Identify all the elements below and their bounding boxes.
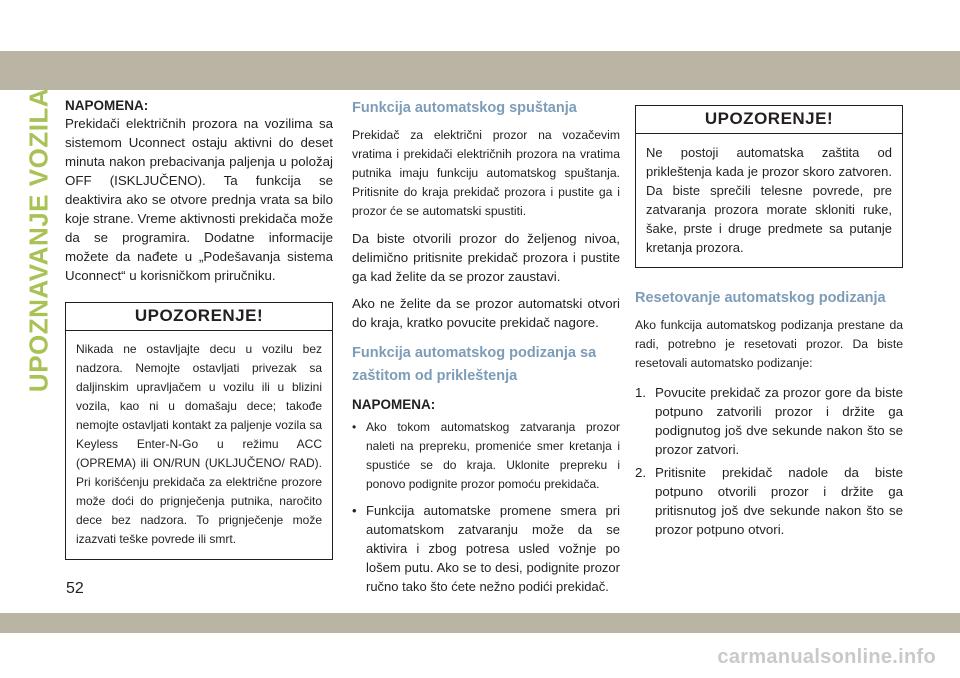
bullet-dot: • xyxy=(352,503,357,518)
bullet-item xyxy=(352,501,620,596)
top-band xyxy=(0,51,960,90)
column-left xyxy=(65,98,333,560)
step-number: 1. xyxy=(635,385,647,400)
watermark: carmanualsonline.info xyxy=(717,646,936,668)
partial-open-paragraph: Da biste otvorili prozor do željenog nivoa, delimično pritisnite prekidač prozora i pustite ga kad želite da se prozor zaustavi. xyxy=(352,231,620,284)
note-label: NAPOMENA: xyxy=(65,98,149,113)
step-text: Pritisnite prekidač nadole da biste potpuno otvorili prozor i držite ga pritisnutog još dve sekunde nakon što se prozor potpuno otvori. xyxy=(655,465,903,537)
warning-box-children xyxy=(65,302,333,560)
heading-auto-down: Funkcija automatskog spuštanja xyxy=(352,100,577,116)
column-middle xyxy=(352,98,620,596)
column-right xyxy=(635,98,903,539)
bottom-band xyxy=(0,613,960,633)
stop-open-paragraph: Ako ne želite da se prozor automatski otvori do kraja, kratko povucite prekidač nagore. xyxy=(352,296,620,330)
bullet-dot: • xyxy=(352,420,357,434)
step-text: Povucite prekidač za prozor gore da biste potpuno zatvorili prozor i držite ga podignutog još dve sekunde nakon što se prozor zatvori. xyxy=(655,385,903,457)
side-title-text: UPOZNAVANJE VOZILA xyxy=(23,87,54,393)
warning-title: UPOZORENJE! xyxy=(636,106,902,134)
note-text: Prekidači električnih prozora na vozilima sa sistemom Uconnect ostaju aktivni do deset minuta nakon prebacivanja paljenja u položaj OFF (ISKLJUČENO). Ta funkcija se deaktivira ako se otvore prednja vrata sa bilo koje strane. Vreme aktivnosti prekidača može da se programira. Dodatne informacije možete da nađete u „Podešavanja sistema Uconnect“ u korisničkom priručniku. xyxy=(65,116,333,283)
step-item xyxy=(635,463,903,539)
page-number: 52 xyxy=(66,580,84,597)
bullet-item xyxy=(352,418,620,494)
warning-text: Ne postoji automatska zaštita od prikleštenja kada je prozor skoro zatvoren. Da biste sprečili telesne povrede, pre zatvaranja prozora morate skloniti ruke, šake, prste i druge predmete sa putanje kretanja prozora. xyxy=(646,145,892,255)
auto-down-paragraph: Prekidač za električni prozor na vozačevim vratima i prekidači električnih prozora na vratima putnika imaju funkciju automatskog spuštanja. Pritisnite do kraja prekidač prozora i pustite ga i prozor će se automatski spustiti. xyxy=(352,128,620,218)
reset-intro: Ako funkcija automatskog podizanja prestane da radi, potrebno je resetovati prozor. Da biste resetovali automatsko podizanje: xyxy=(635,318,903,370)
step-number: 2. xyxy=(635,465,647,480)
bullet-text: Ako tokom automatskog zatvaranja prozor naleti na prepreku, promeniće smer kretanja i spustiće se do kraja. Uklonite prepreku i ponovo podignite prozor pomoću prekidača. xyxy=(366,420,620,491)
warning-text: Nikada ne ostavljajte decu u vozilu bez nadzora. Nemojte ostavljati privezak sa daljinskim upravljačem u vozilu ili u blizini vozila, kao ni u domašaju dece; takođe nemojte ostavljati kontakt za paljenje vozila sa Keyless Enter-N-Go u režimu ACC (OPREMA) ili ON/RUN (UKLJUČENO/ RAD). Pri korišćenju prekidača za električne prozore može doći do prignječenja putnika, naročito dece bez nadzora. To prignječenje može izazvati teške povrede ili smrt. xyxy=(76,342,322,546)
heading-reset: Resetovanje automatskog podizanja xyxy=(635,290,886,306)
warning-title: UPOZORENJE! xyxy=(66,303,332,331)
section-side-title xyxy=(22,87,56,393)
note-label-2: NAPOMENA: xyxy=(352,397,436,412)
step-item xyxy=(635,383,903,459)
heading-pinch-protection: Funkcija automatskog podizanja sa zaštitom od prikleštenja xyxy=(352,345,597,384)
bullet-text: Funkcija automatske promene smera pri automatskom zatvaranju može da se aktivira i zbog potresa usled vožnje po lošem putu. Ako se to desi, podignite prozor ručno tako što ćete nežno podići prekidač. xyxy=(366,503,620,594)
warning-box-pinch xyxy=(635,105,903,268)
